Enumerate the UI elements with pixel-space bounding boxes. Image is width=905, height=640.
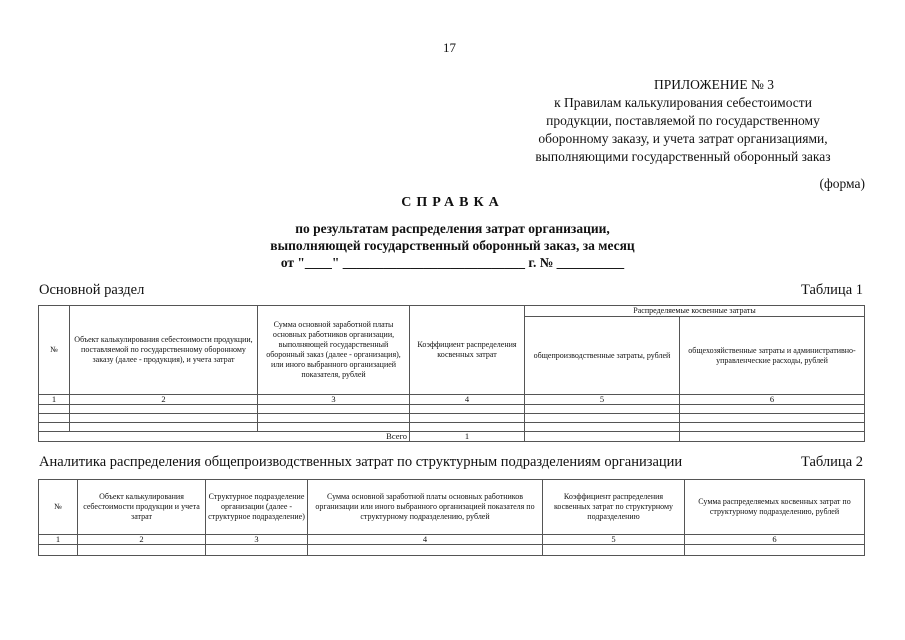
table-cell (39, 414, 70, 423)
table-row (39, 545, 865, 556)
table-cell (39, 423, 70, 432)
table1-header-object: Объект калькулирования себестоимости продукции, поставляемой по государственному оборонному заказу (далее - продукция), и учета затрат (70, 306, 258, 395)
table-cell (680, 423, 865, 432)
table-cell (258, 423, 410, 432)
column-number: 3 (206, 535, 308, 545)
table1-total-row (39, 432, 865, 442)
table1-header-general-production: общепроизводственные затраты, рублей (525, 317, 680, 395)
form-label: (форма) (819, 176, 865, 191)
table-cell (685, 545, 865, 556)
table-cell (78, 545, 206, 556)
table2-header-salary: Сумма основной заработной платы основных работников организации или иного выбранного организацией показателя по структурному подразделению, рублей (308, 480, 543, 535)
table-cell (410, 414, 525, 423)
column-number: 4 (308, 535, 543, 545)
table-cell (680, 414, 865, 423)
table2-label: Таблица 2 (800, 454, 863, 470)
column-number: 1 (39, 535, 78, 545)
table-cell (70, 423, 258, 432)
table-cell (525, 432, 680, 442)
table1-header-salary: Сумма основной заработной платы основных работников организации, выполняющей государственный оборонный заказ (далее - организация), или иного выбранного организацией показателя, рублей (258, 306, 410, 395)
table-cell (70, 414, 258, 423)
appendix-line: оборонному заказу, и учета затрат организациями, (538, 131, 828, 146)
table2-header-unit: Структурное подразделение организации (далее - структурное подразделение) (206, 480, 308, 535)
page-number: 17 (443, 40, 456, 55)
column-number: 3 (258, 395, 410, 405)
subtitle-line: выполняющей государственный оборонный заказ, за месяц (270, 238, 635, 253)
table1-header-coef: Коэффициент распределения косвенных затрат (410, 306, 525, 395)
table1-header-num: № (39, 306, 70, 395)
table1-column-numbers (39, 395, 865, 405)
appendix-title: ПРИЛОЖЕНИЕ № 3 (653, 77, 775, 92)
table-cell (680, 405, 865, 414)
table-cell (258, 405, 410, 414)
table1-header-distributed: Распределяемые косвенные затраты (525, 306, 865, 317)
table2-header-object: Объект калькулирования себестоимости продукции и учета затрат (78, 480, 206, 535)
table1-caption: Основной раздел (39, 282, 145, 298)
table-cell (525, 405, 680, 414)
table2-header-coef: Коэффициент распределения косвенных затрат по структурному подразделению (543, 480, 685, 535)
table1 (38, 305, 865, 442)
table-cell (39, 545, 78, 556)
table-row (39, 405, 865, 414)
appendix-line: к Правилам калькулирования себестоимости (554, 95, 812, 110)
appendix-line: продукции, поставляемой по государственному (546, 113, 820, 128)
column-number: 6 (685, 535, 865, 545)
table1-header-general-business: общехозяйственные затраты и административно-управленческие расходы, рублей (680, 317, 865, 395)
column-number: 5 (525, 395, 680, 405)
table-cell (525, 414, 680, 423)
table-cell (206, 545, 308, 556)
appendix-block (503, 76, 863, 166)
table-cell (543, 545, 685, 556)
column-number: 2 (70, 395, 258, 405)
table-cell (308, 545, 543, 556)
table-cell (680, 432, 865, 442)
column-number: 6 (680, 395, 865, 405)
column-number: 2 (78, 535, 206, 545)
table1-label: Таблица 1 (800, 282, 863, 298)
subtitle-line: по результатам распределения затрат организации, (295, 221, 610, 236)
table-cell (70, 405, 258, 414)
column-number: 5 (543, 535, 685, 545)
total-label: Всего (39, 432, 410, 442)
table2-header-num: № (39, 480, 78, 535)
table-cell (258, 414, 410, 423)
table2 (38, 479, 865, 556)
total-coef: 1 (410, 432, 525, 442)
table-cell (39, 405, 70, 414)
table-cell (525, 423, 680, 432)
table-row (39, 414, 865, 423)
appendix-line: выполняющими государственный оборонный заказ (535, 149, 831, 164)
document-subtitle (150, 220, 755, 271)
table-cell (410, 405, 525, 414)
table-row (39, 423, 865, 432)
table2-header-sum: Сумма распределяемых косвенных затрат по структурному подразделению, рублей (685, 480, 865, 535)
table2-column-numbers (39, 535, 865, 545)
column-number: 1 (39, 395, 70, 405)
document-title: СПРАВКА (401, 195, 504, 210)
column-number: 4 (410, 395, 525, 405)
subtitle-line: от "____" ___________________________ г. № __________ (280, 255, 625, 270)
table2-caption: Аналитика распределения общепроизводственных затрат по структурным подразделениям организации (39, 454, 683, 470)
table-cell (410, 423, 525, 432)
